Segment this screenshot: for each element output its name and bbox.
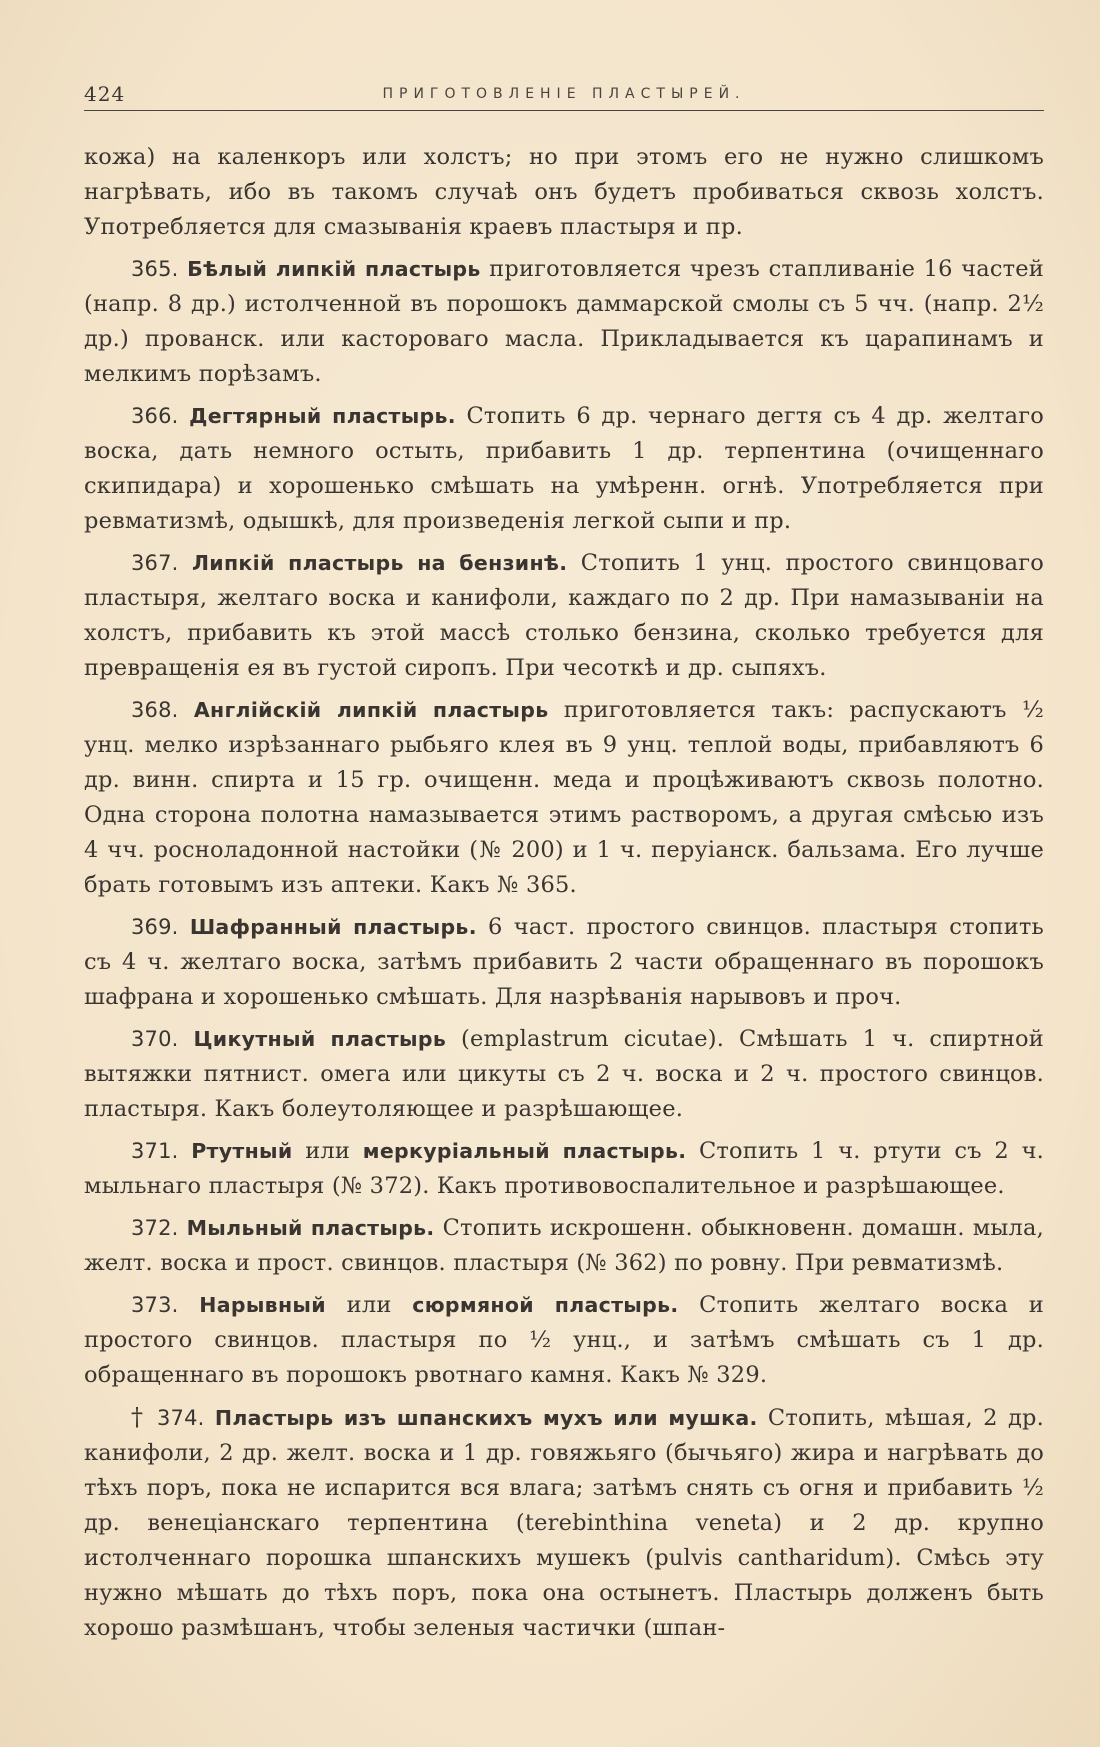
entry-number: 368.: [131, 698, 179, 722]
entry-mid: или: [292, 1138, 363, 1164]
entry-title: Бѣлый липкій пластырь: [187, 257, 481, 281]
entry-370: [84, 1022, 1044, 1127]
entry-text: Стопить желтаго воска и простого свинцов. пластыря по ½ унц., и затѣмъ смѣшать съ 1 др. обращеннаго въ порошокъ рвотнаго камня. Какъ № 329.: [84, 1292, 1044, 1388]
entry-title: Ртутный: [191, 1139, 293, 1163]
entry-number: 366.: [131, 404, 179, 428]
entry-number: 369.: [131, 915, 179, 939]
entry-number: 374.: [156, 1406, 205, 1430]
page-number: 424: [84, 82, 126, 106]
entry-text: Стопить 6 др. чернаго дегтя съ 4 др. желтаго воска, дать немного остыть, прибавить 1 др. терпентина (очищеннаго скипидара) и хорошенько смѣшать на умѣренн. огнѣ. Употребляется при ревматизмѣ, одышкѣ, для произведенія легкой сыпи и пр.: [84, 403, 1044, 534]
entry-title: Дегтярный пластырь.: [189, 404, 456, 428]
entry-number: 371.: [131, 1139, 179, 1163]
entry-title: Мыльный пластырь.: [186, 1216, 435, 1240]
entry-number: 367.: [131, 551, 179, 575]
entry-text: Стопить 1 унц. простого свинцоваго пластыря, желтаго воска и канифоли, каждаго по 2 др. При намазываніи на холстъ, прибавить къ этой массѣ столько бензина, сколько требуется для превращенія ея въ густой сиропъ. При чесоткѣ и др. сыпяхъ.: [84, 550, 1045, 681]
entry-369: [84, 910, 1044, 1015]
entry-title: Шафранный пластырь.: [189, 915, 477, 939]
entry-text: приготовляется такъ: распускаютъ ½ унц. мелко изрѣзаннаго рыбьяго клея въ 9 унц. теплой воды, прибавляютъ 6 др. винн. спирта и 15 гр. очищенн. меда и процѣживаютъ сквозь полотно. Одна сторона полотна намазывается этимъ растворомъ, а другая смѣсью изъ 4 чч. росноладонной настойки (№ 200) и 1 ч. перуіанск. бальзама. Его лучше брать готовымъ изъ аптеки. Какъ № 365.: [84, 697, 1044, 898]
entry-text: (emplastrum cicutae). Смѣшать 1 ч. спиртной вытяжки пятнист. омега или цикуты съ 2 ч. воска и 2 ч. простого свинцов. пластыря. Какъ болеутоляющее и разрѣшающее.: [84, 1026, 1044, 1122]
entry-title: Англійскій липкій пластырь: [193, 698, 549, 722]
entry-number: 373.: [131, 1293, 179, 1317]
entry-text: приготовляется чрезъ стапливаніе 16 частей (напр. 8 др.) истолченной въ порошокъ даммарской смолы съ 5 чч. (напр. 2½ др.) прованск. или касторовагo масла. Прикладывается къ царапинамъ и мелкимъ порѣзамъ.: [84, 256, 1044, 387]
entry-372: [84, 1211, 1044, 1281]
intro-paragraph: кожа) на каленкоръ или холстъ; но при этомъ его не нужно слишкомъ нагрѣвать, ибо въ такомъ случаѣ онъ будетъ пробиваться сквозь холстъ. Употребляется для смазыванія краевъ пластыря и пр.: [84, 144, 1044, 240]
entry-368: [84, 693, 1044, 903]
entry-365: [84, 252, 1044, 392]
entry-title: Нарывный: [199, 1293, 326, 1317]
entry-text: Стопить 1 ч. ртути съ 2 ч. мыльнаго пластыря (№ 372). Какъ противовоспалительное и разрѣшающее.: [84, 1138, 1045, 1199]
dagger-mark: †: [131, 1403, 157, 1431]
entry-366: [84, 399, 1044, 539]
entry-text: Стопить, мѣшая, 2 др. канифоли, 2 др. желт. воска и 1 др. говяжьяго (бычьяго) жира и нагрѣвать до тѣхъ поръ, пока не испарится вся влага; затѣмъ снять съ огня и прибавить ½ др. венеціанскаго терпентина (terebinthina veneta) и 2 др. крупно истолченнаго порошка шпанскихъ мушекъ (pulvis cantharidum). Смѣсь эту нужно мѣшать до тѣхъ поръ, пока она остынетъ. Пластырь долженъ быть хорошо размѣшанъ, чтобы зеленыя частички (шпан-: [84, 1405, 1044, 1641]
entry-number: 365.: [131, 257, 179, 281]
entry-371: [84, 1134, 1044, 1204]
entry-text: 6 част. простого свинцов. пластыря стопить съ 4 ч. желтаго воска, затѣмъ прибавить 2 части обращеннаго въ порошокъ шафрана и хорошенько смѣшать. Для назрѣванія нарывовъ и проч.: [84, 914, 1044, 1010]
entry-367: [84, 546, 1044, 686]
running-title: ПРИГОТОВЛЕНІЕ ПЛАСТЫРЕЙ.: [382, 86, 746, 102]
entry-mid: или: [325, 1292, 413, 1318]
entry-title: Липкій пластырь на бензинѣ.: [191, 551, 568, 575]
entry-title: Цикутный пластырь: [193, 1027, 447, 1051]
entry-title-2: меркуріальный пластырь.: [362, 1139, 687, 1163]
entry-title: Пластырь изъ шпанскихъ мухъ или мушка.: [214, 1406, 758, 1430]
entry-number: 372.: [131, 1216, 179, 1240]
entry-text: Стопить искрошенн. обыкновенн. домашн. мыла, желт. воска и прост. свинцов. пластыря (№ 362) по ровну. При ревматизмѣ.: [84, 1215, 1044, 1276]
page-body: [84, 140, 1044, 1653]
entry-373: [84, 1288, 1044, 1393]
entry-number: 370.: [131, 1027, 179, 1051]
page-header: [84, 80, 1044, 111]
entry-title-2: сюрмяной пластырь.: [412, 1293, 679, 1317]
entry-374: [84, 1400, 1044, 1646]
